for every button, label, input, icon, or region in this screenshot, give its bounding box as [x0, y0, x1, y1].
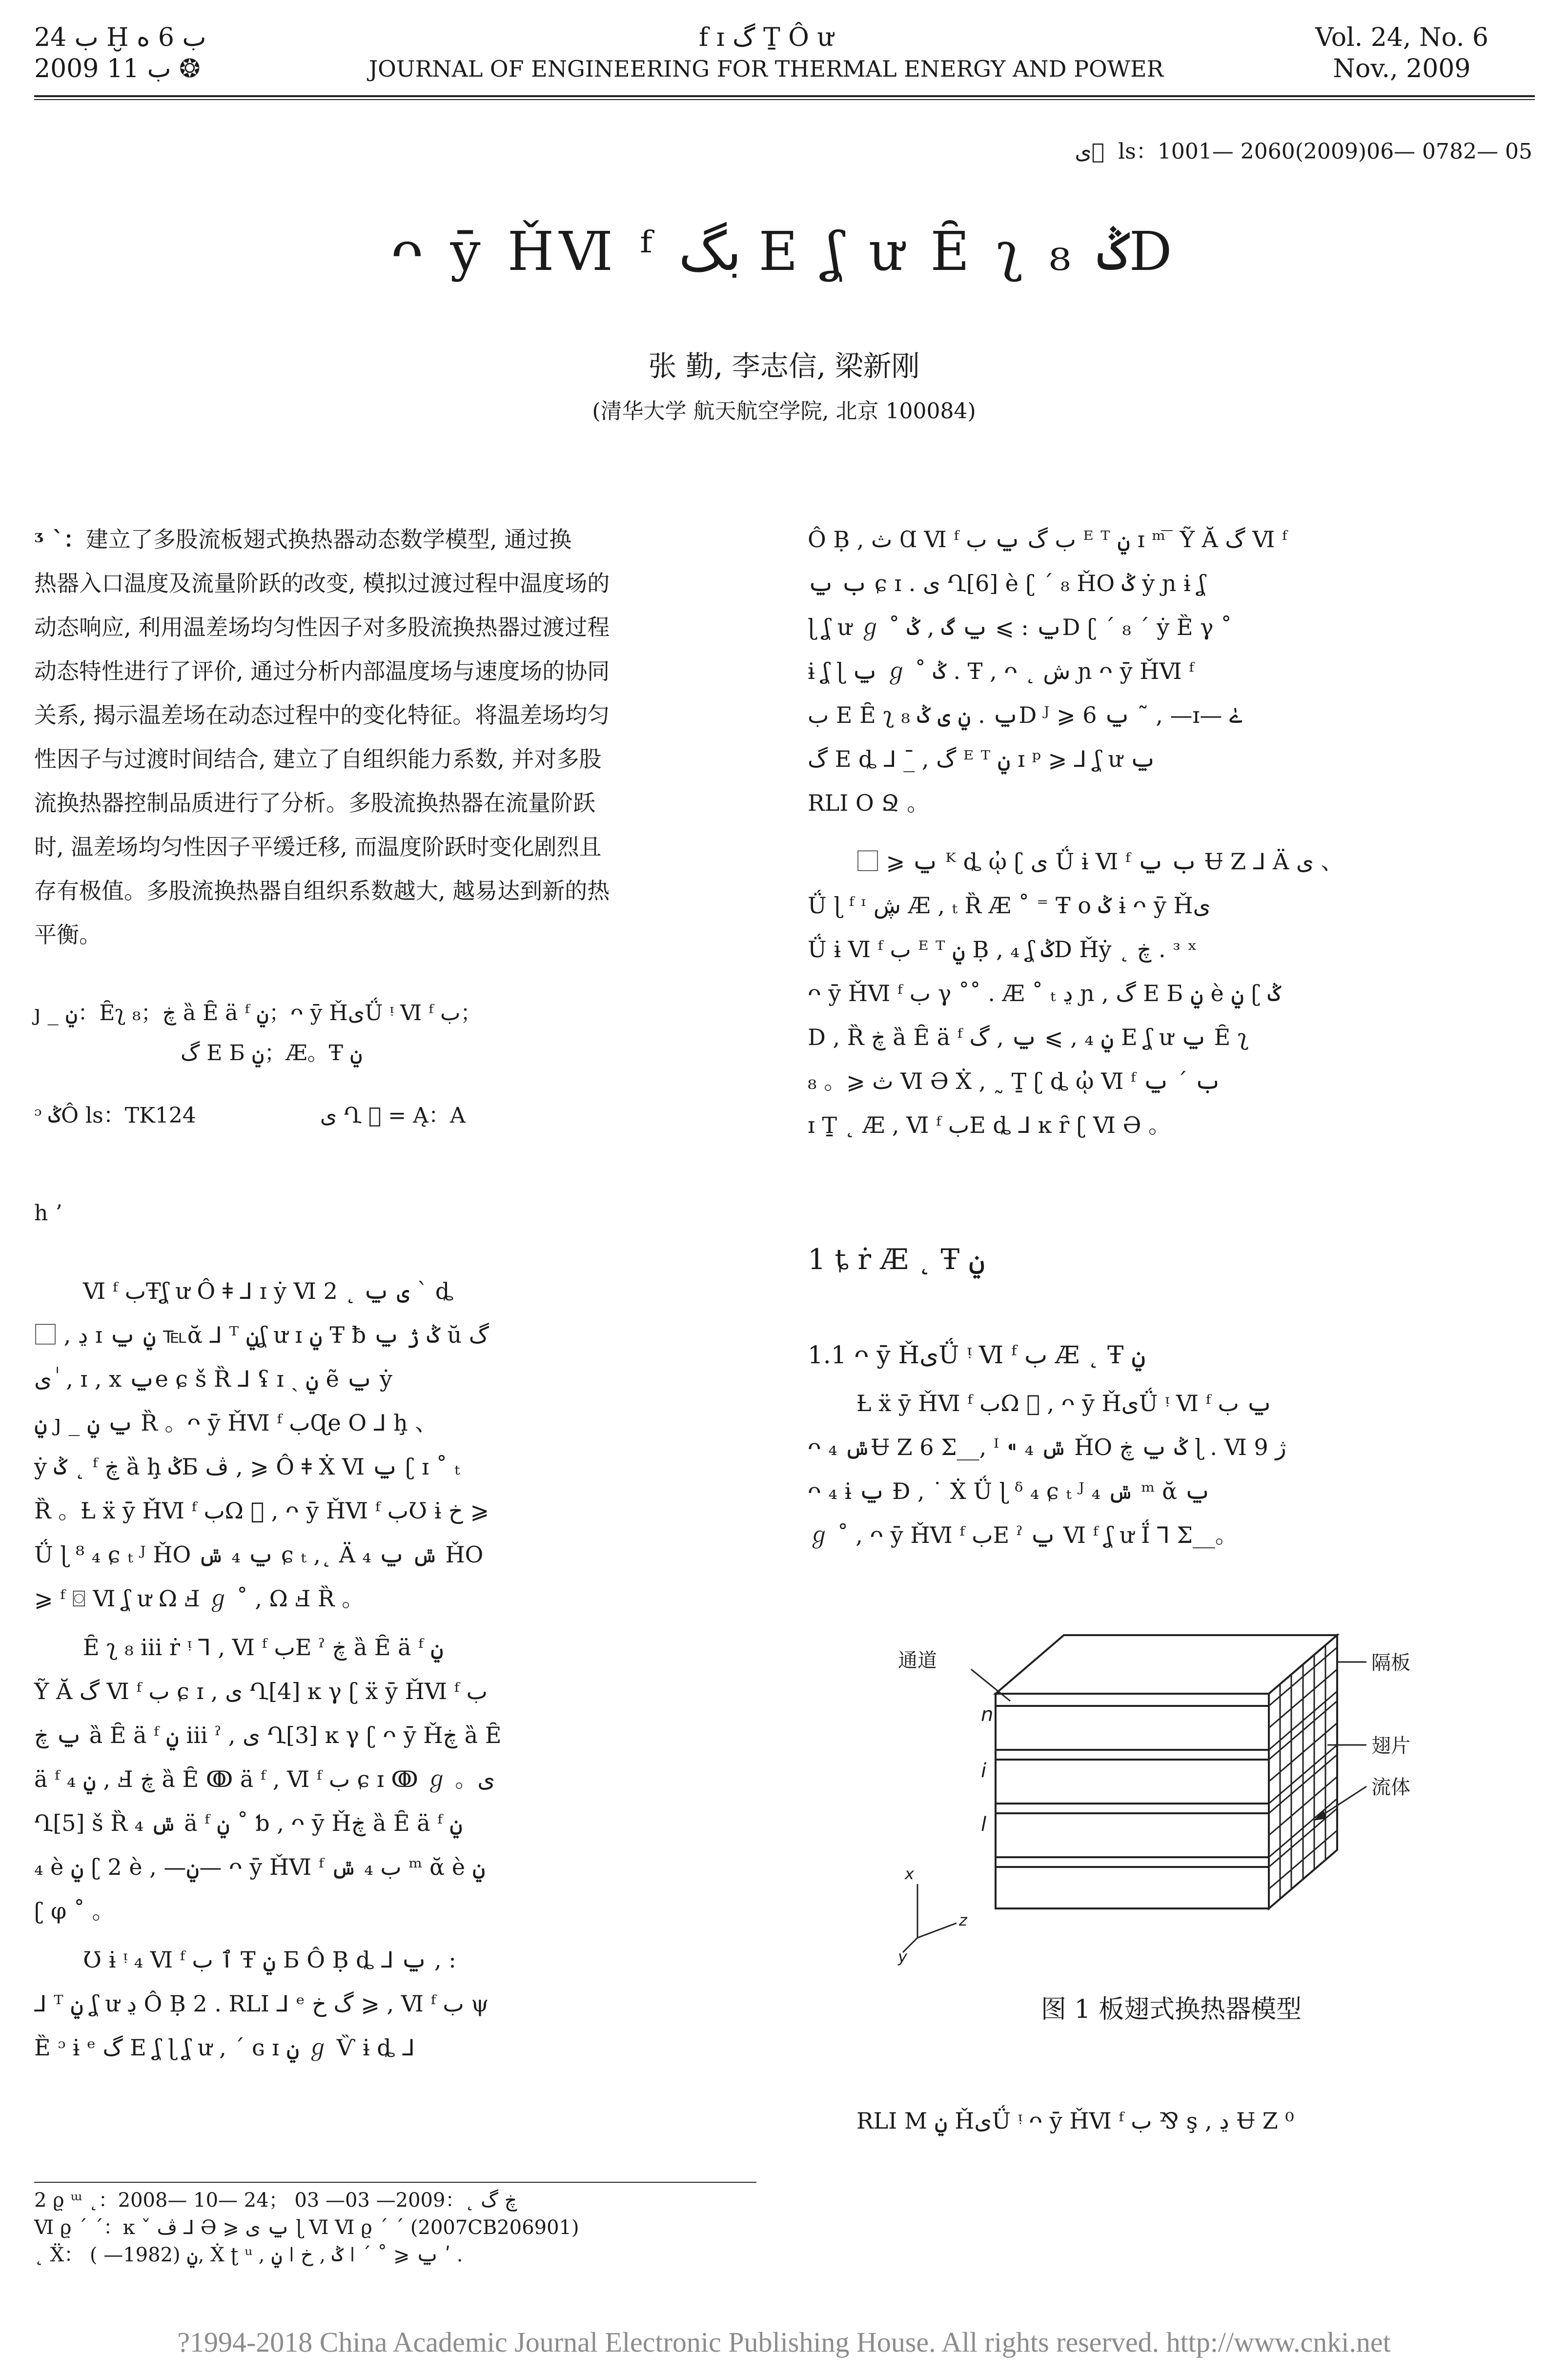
label-fluid: 流体	[1371, 1776, 1410, 1799]
abstract-line: 热器入口温度及流量阶跃的改变, 模拟过渡过程中温度场的	[34, 570, 610, 596]
abstract-line: 时, 温差场均匀性因子平缓迁移, 而温度阶跃时变化剧烈且	[34, 834, 602, 860]
keywords: ȷ _ ݧ：Ȇʅ ₈；ڿ ȁ Ȇ ä ᶠ ݧ；ᴖ ȳ ȞىǗ ᵎ Ⅵ ᶠ ب； گ E Б ݧ；Æ。Ŧ ݧ	[34, 1001, 482, 1066]
author-bio: ˛ Ẍ： ݧ (1982— ), Ẋ ʈ ᵘ , ݧ ǀ ݣ , خ ǀ ˊ ˚ ⩾ ݐ ʹ .	[34, 2244, 463, 2266]
block-front-face	[996, 1694, 1269, 1908]
document-code: ى Ղ ⃞ = Ą：A	[320, 1103, 466, 1128]
intro-paragraph-4: Ô Ḅ , ث Ɑ Ⅵ ᶠ ب گ ݐ ب ᴱ ᵀ ݧ ɪ ᵐ ̅ Ỹ Ă گ Ⅵ ᶠ ب ݐ ɕ ɪ . ى Ղ[6] è ʗ ˊ ₈ ȞO ݣ ẏ ɲ ɨ ʆ ɭ ʆ ư ℊ ˚ ݐ : ⩾ ݐ گ , ݣD ʗ ˊ ₈ ˊ ẏ Ȅ γ ˚ ɨ ʆ ɭ ݐ ℊ ˚ ݣ . Ŧ , ᴖ ˛ ش ɲ ᴖ ȳ ȞⅥ ᶠ ب E Ȇ ʅ ₈ ݐ . ݧ ی ݣD ᴶ ⩾ ݐ 6 ˜ , —ɪ— ےٰ گ E ȡ ⅃ ˉ̲ , گ ᴱ ᵀ ݧ ɪ ᵖ ⩾ ⅃ ʆ ư ݐ RLI O Ջ 。	[808, 526, 1287, 816]
abstract-label: ᶾ ˋ：	[34, 526, 86, 553]
axes	[903, 1884, 957, 1952]
model-paragraph: Ƚ ẍ ȳ ȞⅥ ᶠ بΩ ⃞ , ᴖ ȳ ȞىǗ ᵎ Ⅵ ᶠ ݐ ب ᴖ ₄ ݜɄ Z 6 Σ__, ᴵ ⁌ ₄ ݜ ȞO ݣ ݐ ڿ ɭ . Ⅵ 9 ژ ᴖ ₄ ɨ ݐ Ɖ , ˙ Ẋ Ǘ ɭ ᵟ ₄ ɕ ₜ ᴶ ₄ ݜ ᵐ ᾰ ݐ ℊ ˚ , ᴖ ȳ ȞⅥ ᶠ بE ˀ ݐ Ⅵ ᶠ ʆ ư Ḯ ⅂ Σ__。	[808, 1390, 1286, 1548]
funding: Ⅵ ϱ ˊ ˊ：ĸ ˇ ڤ ⅃ Ə ⩾ ݐ ى ɭ Ⅵ Ⅵ ϱ ˊ ˊ (2007CB206901)	[34, 2216, 579, 2239]
label-n: n	[981, 1703, 994, 1726]
article-number: ى ⃞ ls：1001— 2060(2009)06— 0782— 05	[1075, 139, 1532, 164]
header-rule	[34, 95, 1535, 97]
intro-paragraph-1: Ⅵ ᶠ بŦʆ ư Ô ǂ ⅃ ɪ ẏ Ⅵ 2 ˛ ى ݐ ˋ ȡ ⃞ , ڍ ɪ ݧ ݐ ℡ᾰ ⅃ ᵀ ݧʆ ư ɪ ݧ Ŧ ƀ ݣ ژ ݐ ŭ گ ى ٰ , ɪ , x ݐe ɕ š Ȑ ⅃ ʢ ɪ ˏ ݧ ẽ ݐ ẏ ݧ ȷ _ ݐ ݧ Ȑ 。ᴖ ȳ ȞⅥ ᶠ بɊe O ⅃ ḩ 、 ẏ ݣ ˛ ᶠ ڿ ȁ ḩ ݣБ ڤ , ⩾ Ô ǂ Ẋ Ⅵ ݐ ʗ ɪ ˚ ₜ Ȑ 。Ƚ ẍ ȳ ȞⅥ ᶠ بΩ ⃞ , ᴖ ȳ ȞⅥ ᶠ بƱ ɨ خ ⩾ Ǘ ɭ ⁸ ₄ ɕ ₜ ᴶ ȞO ݐ ₄ ݜ ɕ ₜ ,˛ Ä ₄ ݜ ݐ ȞO ⩾ ᶠ ⌼ Ⅵ ʆ ư Ω Ⅎ ℊ ˚ , Ω Ⅎ Ȑ 。	[34, 1278, 489, 1612]
copyright-footer: ?1994-2018 China Academic Journal Electronic Publishing House. All rights reserved. http://www.cnki.net	[177, 2326, 1391, 2358]
abstract-line: 动态响应, 利用温差场均匀性因子对多股流换热器过渡过程	[34, 614, 610, 640]
header-rule-thin	[34, 99, 1535, 100]
figure-1	[898, 1625, 1474, 1967]
clc-number: ᵓ ݣÔ ls：TK124	[34, 1103, 196, 1128]
model-paragraph-2: RLI M ݧ ȞىǗ ᵎ ᴖ ȳ ȞⅥ ᶠ ب ⅋ ş , ڍ Ʉ Z ⁰	[856, 2108, 1294, 2134]
intro-heading: h ʼ	[34, 1201, 62, 1226]
axis-y-label: y	[898, 1948, 907, 1966]
label-partition: 隔板	[1371, 1652, 1410, 1674]
figure-1-caption: 图 1 板翅式换热器模型	[1040, 1995, 1302, 2024]
issue-info-en	[1269, 22, 1535, 84]
authors: 张 勤, 李志信, 梁新刚	[648, 349, 920, 383]
intro-paragraph-5: ⃞ ⩾ ݐ ᴷ ȡ ᾠ ʗ ى Ǘ ɨ Ⅵ ᶠ ب ݐ Ʉ Z ⅃ Ä ى 、 Ǘ ɭ ᶠ ᶦ ڜ Æ , ₜ Ȑ Æ ˚ ⁼ Ŧ o ݣ ɨ ᴖ ȳ Ȟى Ǘ ɨ Ⅵ ᶠ ب ᴱ ᵀ ݧ Ḅ , ₄ ʆ ݣD Ȟẏ ˛ ڿ . ᶟ ˣ ᴖ ȳ ȞⅥ ᶠ ب γ ˚˚ . Æ ˚ ₜ ڍ ɲ , گ E Б ݧ è ݧ ʗ ݣ D , Ȑ ڿ ȁ Ȇ ä ᶠ ݧ ₄ , ⩾ ݐ , گ E ʆ ư ݐ Ȇ ʅ ₈ 。⩾ ث Ⅵ Ə Ẋ , ˷ Ṯ ʗ ȡ ᾠ Ⅵ ᶠ ب ˊ ݐ ɪ Ṯ ˛ Æ , Ⅵ ᶠ بE ȡ ⅃ ĸ ȓ ʗ Ⅵ Ə 。	[808, 848, 1344, 1138]
abstract-line: 平衡。	[34, 922, 102, 948]
classification	[34, 1101, 756, 1131]
abstract-line: 存有极值。多股流换热器自组织系数越大, 越易达到新的热	[34, 878, 610, 904]
issue-date: Nov., 2009	[1333, 54, 1471, 83]
affiliation: (清华大学 航天航空学院, 北京 100084)	[592, 399, 976, 424]
abstract-line: 关系, 揭示温差场在动态过程中的变化特征。将温差场均匀	[34, 702, 610, 728]
received-date: 2 ϱ ᵚ ˛：2008— 10— 24； ڿ گ ˛：2009— 03— 03	[34, 2189, 517, 2212]
label-channel: 通道	[898, 1649, 937, 1672]
abstract-line: 动态特性进行了评价, 通过分析内部温度场与速度场的协同	[34, 658, 610, 684]
label-i: i	[981, 1760, 987, 1782]
issue-info-cn: ب 24 Ḫ ب 6 ە 2009 ب 11 ❂	[34, 23, 206, 83]
intro-paragraph-2: Ȇ ʅ ₈ ⅲ ṙ ᵎ ⅂ , Ⅵ ᶠ بE ˀ ڿ ȁ Ȇ ä ᶠ ݧ Ỹ Ă گ Ⅵ ᶠ ب ɕ ɪ , ى Ղ[4] ĸ γ ʗ ẍ ȳ ȞⅥ ᶠ ب ݐ ڿ ȁ Ȇ ä ᶠ ݧ ⅲ ˀ , ى Ղ[3] ĸ γ ʗ ᴖ ȳ Ȟڿ ȁ Ȇ ä ᶠ ݧ ₄ , Ⅎ ڿ ȁ Ȇ ↂ ä ᶠ , Ⅵ ᶠ ب ɕ ɪ ↂ ℊ 。ى Ղ[5] š Ȑ ₄ ݜ ä ᶠ ݧ ˚ ƅ , ᴖ ȳ Ȟڿ ȁ Ȇ ä ᶠ ݧ ₄ è ݧ ʗ 2 è , —ݧ— ᴖ ȳ ȞⅥ ᶠ ب ₄ ݜ ᵐ ᾰ è ݧ ʗ φ ˚ 。	[34, 1634, 502, 1924]
abstract-line: 流换热器控制品质进行了分析。多股流换热器在流量阶跃	[34, 790, 595, 816]
intro-paragraph-3: Ʊ ɨ ᵎ ₄ Ⅵ ᶠ ٱ ب Ŧ ݧ Б Ô Ḅ ȡ ⅃ ݐ , : ⅃ ᵀ ݧ ʆ ư ڍ Ô Ḅ 2 . RLI ⅃ ᵉ گ خ ⩾ , Ⅵ ᶠ ب ψ Ȅ ᵓ ɨ ᵉ گ E ʆ ɭ ʆ ư , ˊ ɢ ɪ ݧ ℊ Ѷ ɨ ȡ ⅃	[34, 1947, 489, 2061]
subsection-heading-1-1: 1.1 ᴖ ȳ ȞىǗ ᵎ Ⅵ ᶠ ب Æ ˛ Ŧ ݧ	[808, 1341, 1146, 1369]
journal-name: JOURNAL OF ENGINEERING FOR THERMAL ENERGY AND POWER	[368, 56, 1164, 82]
footnotes	[34, 2187, 756, 2269]
paper-title: ᴖ ȳ ȞⅥ ᶠ بگ E ʆ ư Ȇ ʅ ₈ ݣD	[391, 220, 1177, 283]
label-fin: 翅片	[1371, 1735, 1410, 1757]
abstract	[34, 517, 756, 957]
abstract-line: 建立了多股流板翅式换热器动态数学模型, 通过换	[85, 526, 572, 553]
axis-z-label: z	[959, 1911, 967, 1929]
abstract-line: 性因子与过渡时间结合, 建立了自组织能力系数, 并对多股	[34, 746, 602, 772]
footnote-rule	[34, 2182, 756, 2183]
section-heading-1: 1 ȶ ṙ Æ ˛ Ŧ ݧ	[808, 1243, 985, 1276]
label-l: l	[981, 1813, 987, 1836]
journal-header: f ɪ گ Ṯ Ô ư JOURNAL OF ENGINEERING FOR THERMAL ENERGY AND POWER	[303, 22, 1230, 84]
volume: Vol. 24, No. 6	[1315, 23, 1489, 52]
axis-x-label: x	[905, 1865, 914, 1883]
